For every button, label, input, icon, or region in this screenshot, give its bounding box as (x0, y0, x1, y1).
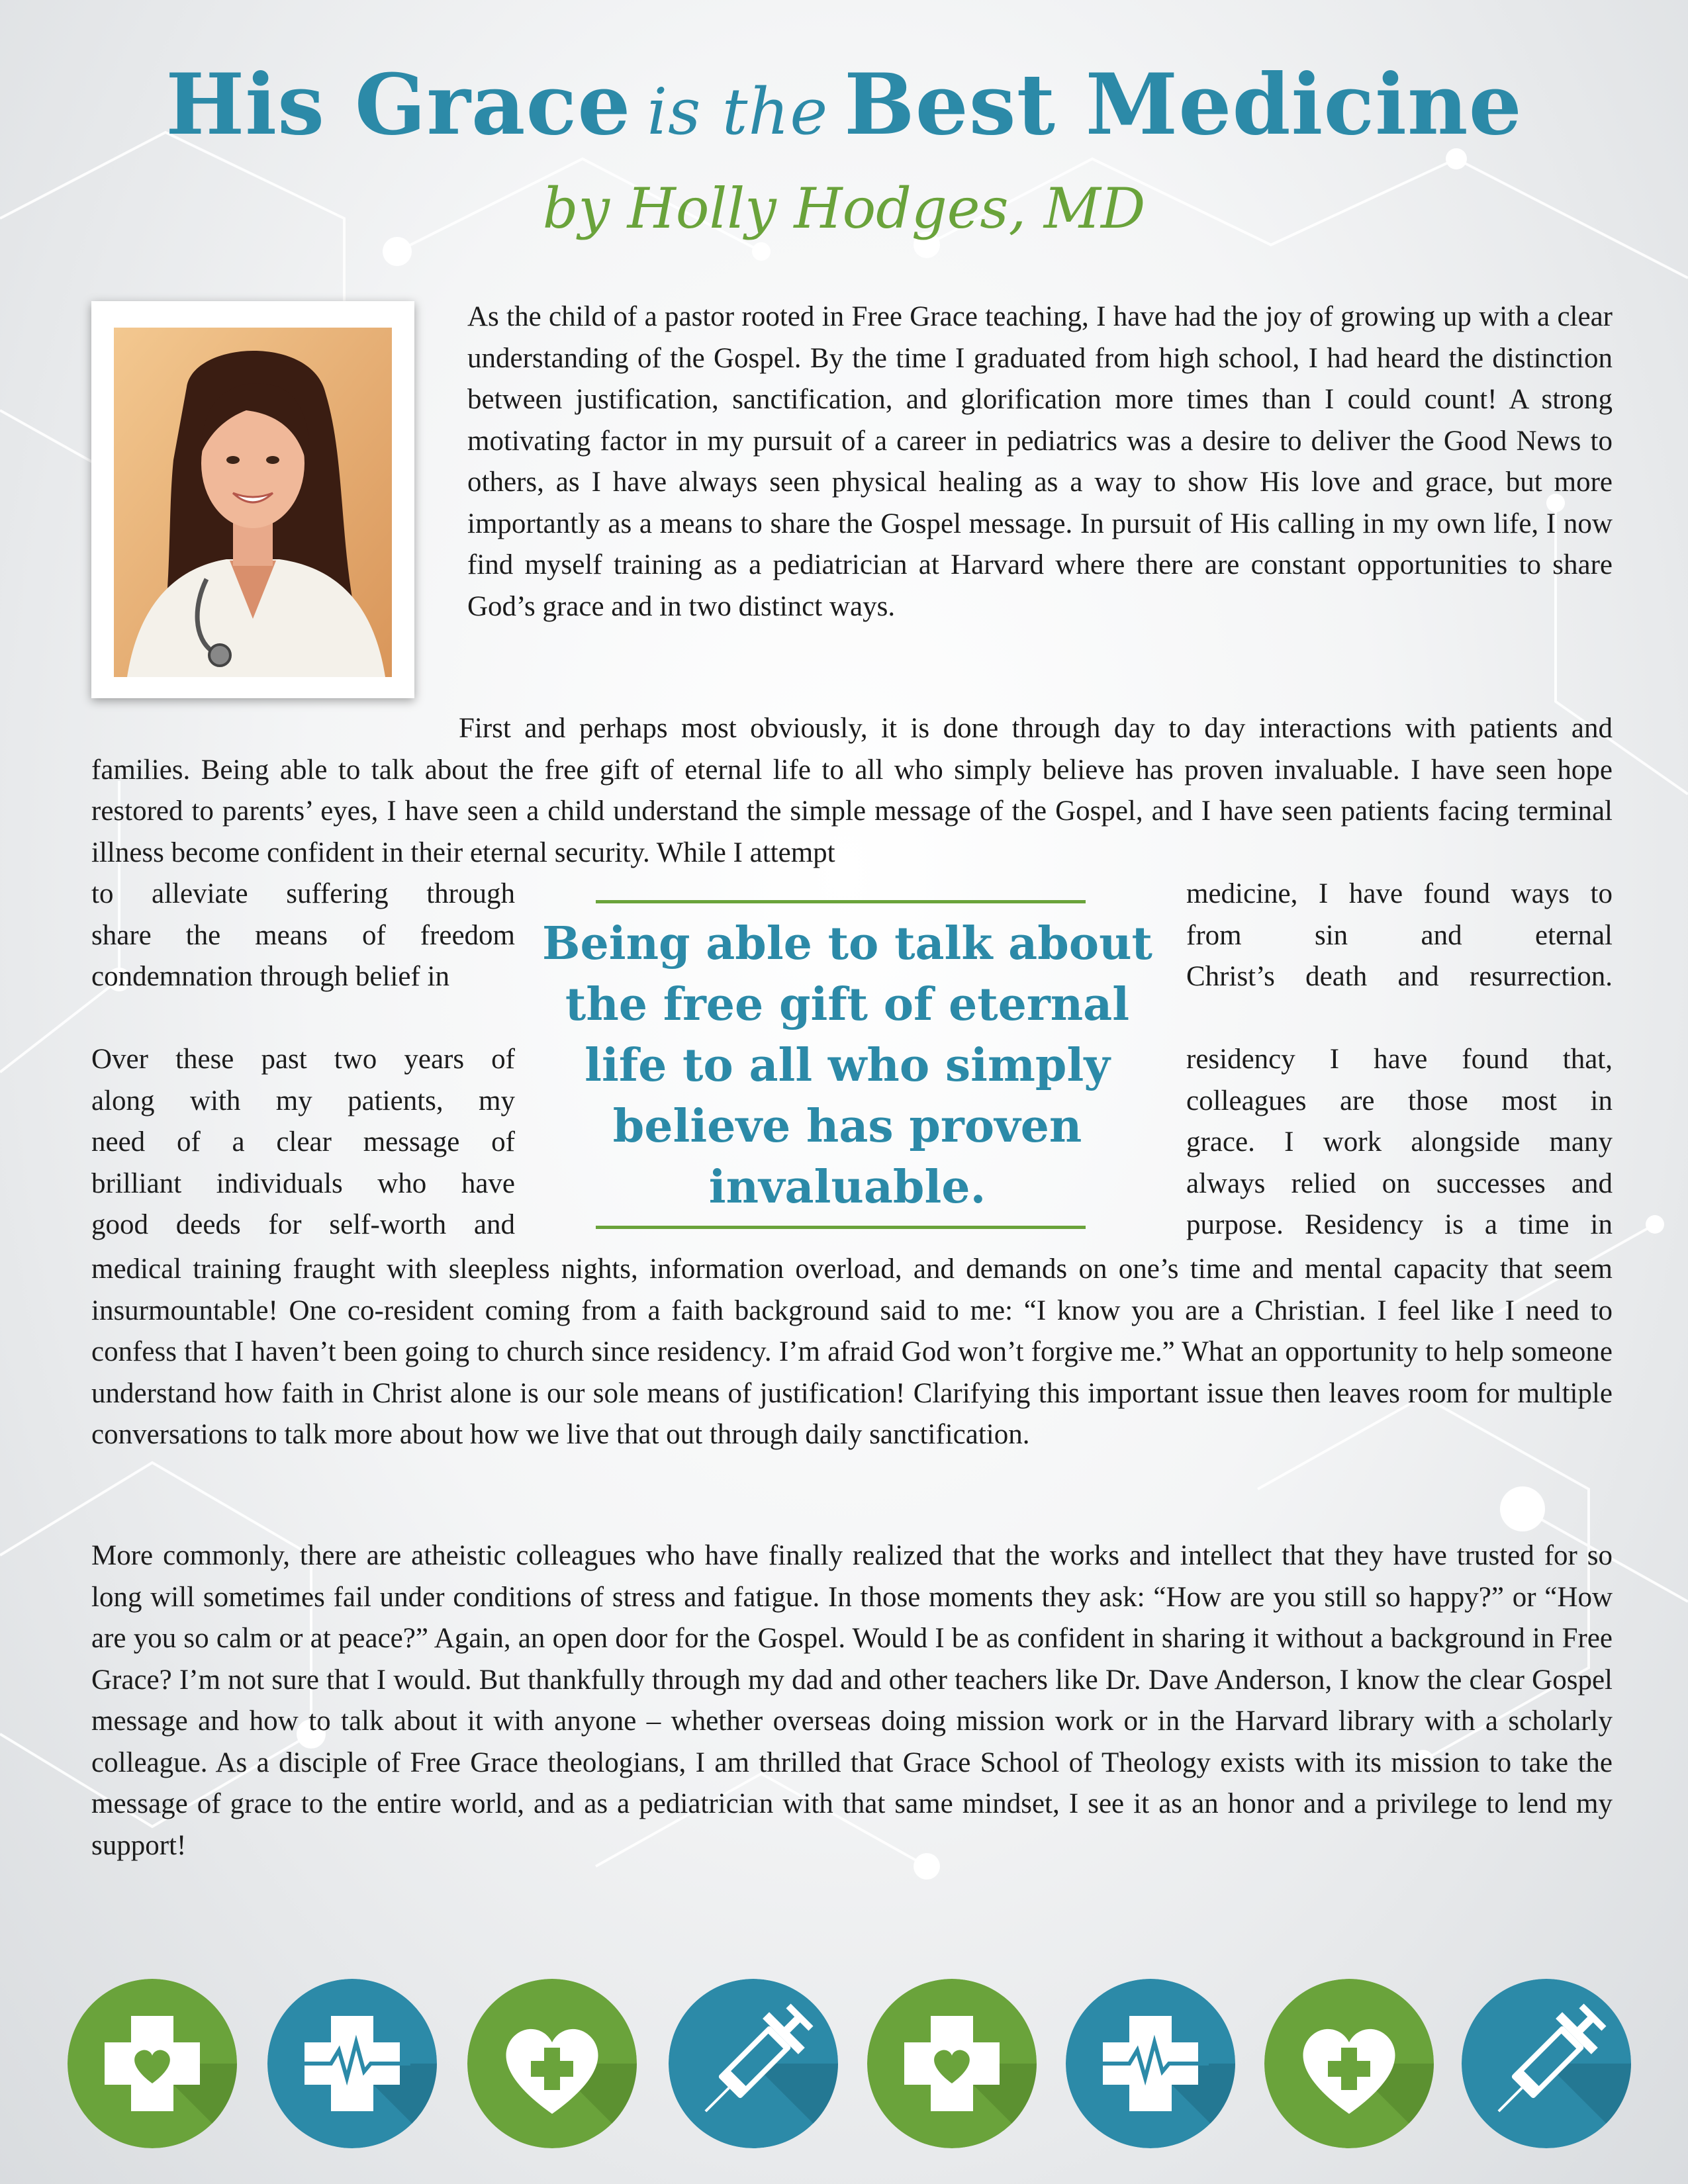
column-line: good deeds for self-worth and (91, 1209, 515, 1240)
author-byline: by Holly Hodges, MD (542, 176, 1146, 241)
paragraph-3-continuation: medical training fraught with sleepless nights, information overload, and demands on one’s time and mental capacity that seem insurmountable! One co-resident coming from a faith background said to me: “I know you are a Christian. I feel like I need to confess that I haven’t been going to church since residency. I’m afraid God won’t forgive me.” What an opportunity to help someone understand how faith in Christ alone is our sole means of justification! Clarifying this important issue then leaves room for multiple conversations to talk more about how we live that out through daily sanctification. (91, 1253, 1613, 1450)
cross-heart-icon (867, 1979, 1037, 2148)
page-title (0, 52, 1688, 165)
column-line: from sin and eternal (1186, 919, 1613, 951)
column-line: grace. I work alongside many (1186, 1126, 1613, 1158)
column-line: Over these past two years of (91, 1044, 515, 1075)
column-line: colleagues are those most in (1186, 1085, 1613, 1116)
column-line: condemnation through belief in (91, 961, 449, 992)
syringe-icon (669, 1979, 838, 2148)
column-line: always relied on successes and (1186, 1167, 1613, 1199)
column-line: need of a clear message of (91, 1126, 515, 1158)
heart-cross-icon (1264, 1979, 1434, 2148)
heart-cross-icon (467, 1979, 637, 2148)
title-part-1: His Grace (165, 56, 632, 154)
column-line: to alleviate suffering through (91, 878, 515, 909)
paragraph-3-right-column (1186, 1039, 1613, 1246)
medical-icon-row (0, 1979, 1688, 2164)
title-italic: is the (647, 75, 829, 149)
column-line: medicine, I have found ways to (1186, 878, 1613, 909)
column-line: brilliant individuals who have (91, 1167, 515, 1199)
cross-heartbeat-icon (267, 1979, 437, 2148)
pull-quote-top-rule (596, 900, 1086, 903)
cross-heart-icon (68, 1979, 237, 2148)
intro-paragraph: As the child of a pastor rooted in Free Grace teaching, I have had the joy of growing up with a clear understanding of the Gospel. By the time I graduated from high school, I had heard the distinction between justification, sanctification, and glorification more times than I could count! A strong motivating factor in my pursuit of a career in pediatrics was a desire to deliver the Good News to others, as I have always seen physical healing as a way to show His love and grace, but more importantly as a means to share the Gospel message. In pursuit of His calling in my own life, I now find myself training as a pediatrician at Harvard where there are constant opportunities to share God’s grace and in two distinct ways. (467, 301, 1613, 622)
column-line: Christ’s death and resurrection. (1186, 961, 1613, 992)
paragraph-3-left-column (91, 1039, 515, 1246)
title-part-2: Best Medicine (844, 56, 1523, 154)
paragraph-4: More commonly, there are atheistic colleagues who have finally realized that the works and intellect that they have trusted for so long will sometimes fail under conditions of stress and fatigue. In those moments they ask: “How are you still so happy?” or “How are you so calm or at peace?” Again, an open door for the Gospel. Would I be as confident in sharing it without a background in Free Grace? I’m not sure that I would. But thankfully through my dad and other teachers like Dr. Dave Anderson, I know the clear Gospel message and how to talk about it with anyone – whether overseas doing mission work or in the Harvard library with a scholarly colleague. As a disciple of Free Grace theologians, I am thrilled that Grace School of Theology exists with its mission to take the message of grace to the entire world, and as a pediatrician with that same mindset, I see it as an honor and a privilege to lend my support! (91, 1540, 1613, 1861)
syringe-icon (1462, 1979, 1631, 2148)
author-photo (91, 301, 414, 698)
paragraph-2-right-column (1186, 874, 1613, 998)
column-line: along with my patients, my (91, 1085, 515, 1116)
paragraph-2-left-column (91, 874, 515, 998)
author-portrait-image (114, 328, 392, 677)
column-line: purpose. Residency is a time in (1186, 1209, 1613, 1240)
column-line: share the means of freedom (91, 919, 515, 951)
pull-quote-bottom-rule (596, 1226, 1086, 1229)
column-line: residency I have found that, (1186, 1044, 1613, 1075)
cross-heartbeat-icon (1066, 1979, 1235, 2148)
paragraph-2: First and perhaps most obviously, it is done through day to day interactions with patients and families. Being able to talk about the free gift of eternal life to all who simply believe has proven invaluable. I have seen hope restored to parents’ eyes, I have seen a child understand the simple message of the Gospel, and I have seen patients facing terminal illness become confident in their eternal security. While I attempt (91, 713, 1613, 868)
pull-quote: Being able to talk about the free gift of eternal life to all who simply believe has proven invaluable. (542, 917, 1152, 1214)
